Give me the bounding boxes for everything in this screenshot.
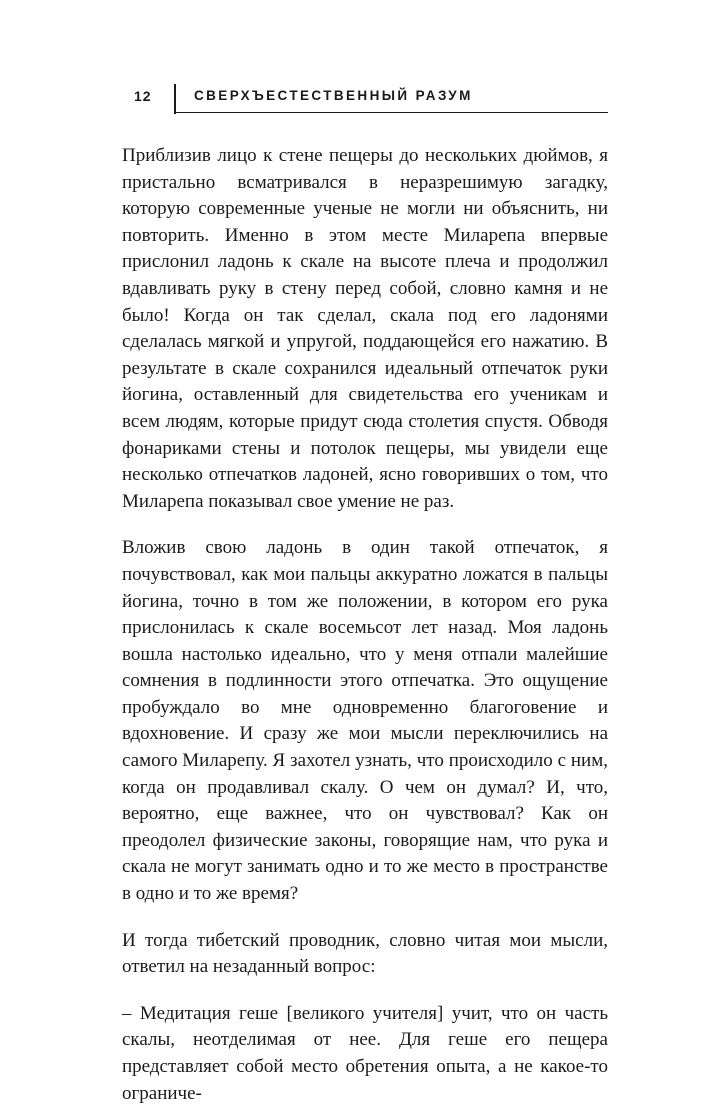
book-title: СВЕРХЪЕСТЕСТВЕННЫЙ РАЗУМ [194,88,473,103]
page-number: 12 [134,88,152,104]
paragraph: Приблизив лицо к стене пещеры до нескольких дюймов, я пристально всматривался в неразрешимую загадку, которую современные ученые не могли ни объяснить, ни повторить. Именно в этом месте Миларепа впервые прислонил ладонь к скале на высоте плеча и продолжил вдавливать руку в стену перед собой, словно камня и не было! Когда он так сделал, скала под его ладонями сделалась мягкой и упругой, поддающейся его нажатию. В результате в скале сохранился идеальный отпечаток руки йогина, оставленный для свидетельства его ученикам и всем людям, которые придут сюда столетия спустя. Обводя фонариками стены и потолок пещеры, мы увидели еще несколько отпечатков ладоней, ясно говоривших о том, что Миларепа показывал свое умение не раз. [122,145,608,512]
running-head [122,88,608,114]
paragraph: И тогда тибетский проводник, словно читая мои мысли, ответил на незаданный вопрос: [122,929,608,978]
paragraph: Вложив свою ладонь в один такой отпечаток, я почувствовал, как мои пальцы аккуратно ложатся в пальцы йогина, точно в том же положении, в котором его рука прислонилась к скале восемьсот лет назад. Моя ладонь вошла настолько идеально, что у меня отпали малейшие сомнения в подлинности этого отпечатка. Это ощущение пробуждало во мне одновременно благоговение и вдохновение. И сразу же мои мысли переключились на самого Миларепу. Я захотел узнать, что происходило с ним, когда он продавливал скалу. О чем он думал? И, что, вероятно, еще важнее, что он чувствовал? Как он преодолел физические законы, говорящие нам, что рука и скала не могут занимать одно и то же место в пространстве в одно и то же время? [122,537,608,905]
paragraph: – Медитация геше [великого учителя] учит, что он часть скалы, неотделимая от нее. Для геше его пещера представляет собой место обретения опыта, а не какое-то ограниче- [122,1002,608,1104]
header-rule [174,112,608,113]
header-divider [174,84,176,114]
body-text [122,143,608,1107]
